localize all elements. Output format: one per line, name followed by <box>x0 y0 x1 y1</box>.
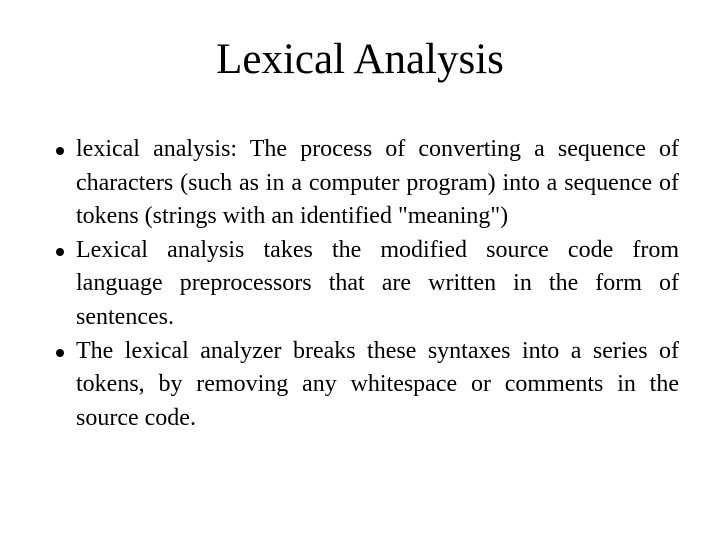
bullet-text: lexical analysis: The process of converting a sequence of characters (such as in a computer program) into a sequence of tokens (strings with an identified "meaning") <box>76 136 679 230</box>
slide-title: Lexical Analysis <box>216 36 504 83</box>
bullet-icon <box>56 349 64 357</box>
bullet-icon <box>56 248 64 256</box>
bullet-item-preprocessors <box>56 234 679 335</box>
bullet-list <box>56 133 679 435</box>
bullet-text: The lexical analyzer breaks these syntaxes into a series of tokens, by removing any whitespace or comments in the source code. <box>76 337 679 431</box>
bullet-icon <box>56 147 64 155</box>
bullet-text: Lexical analysis takes the modified source code from language preprocessors that are written in the form of sentences. <box>76 236 679 330</box>
bullet-item-definition <box>56 133 679 234</box>
bullet-item-tokens <box>56 335 679 436</box>
